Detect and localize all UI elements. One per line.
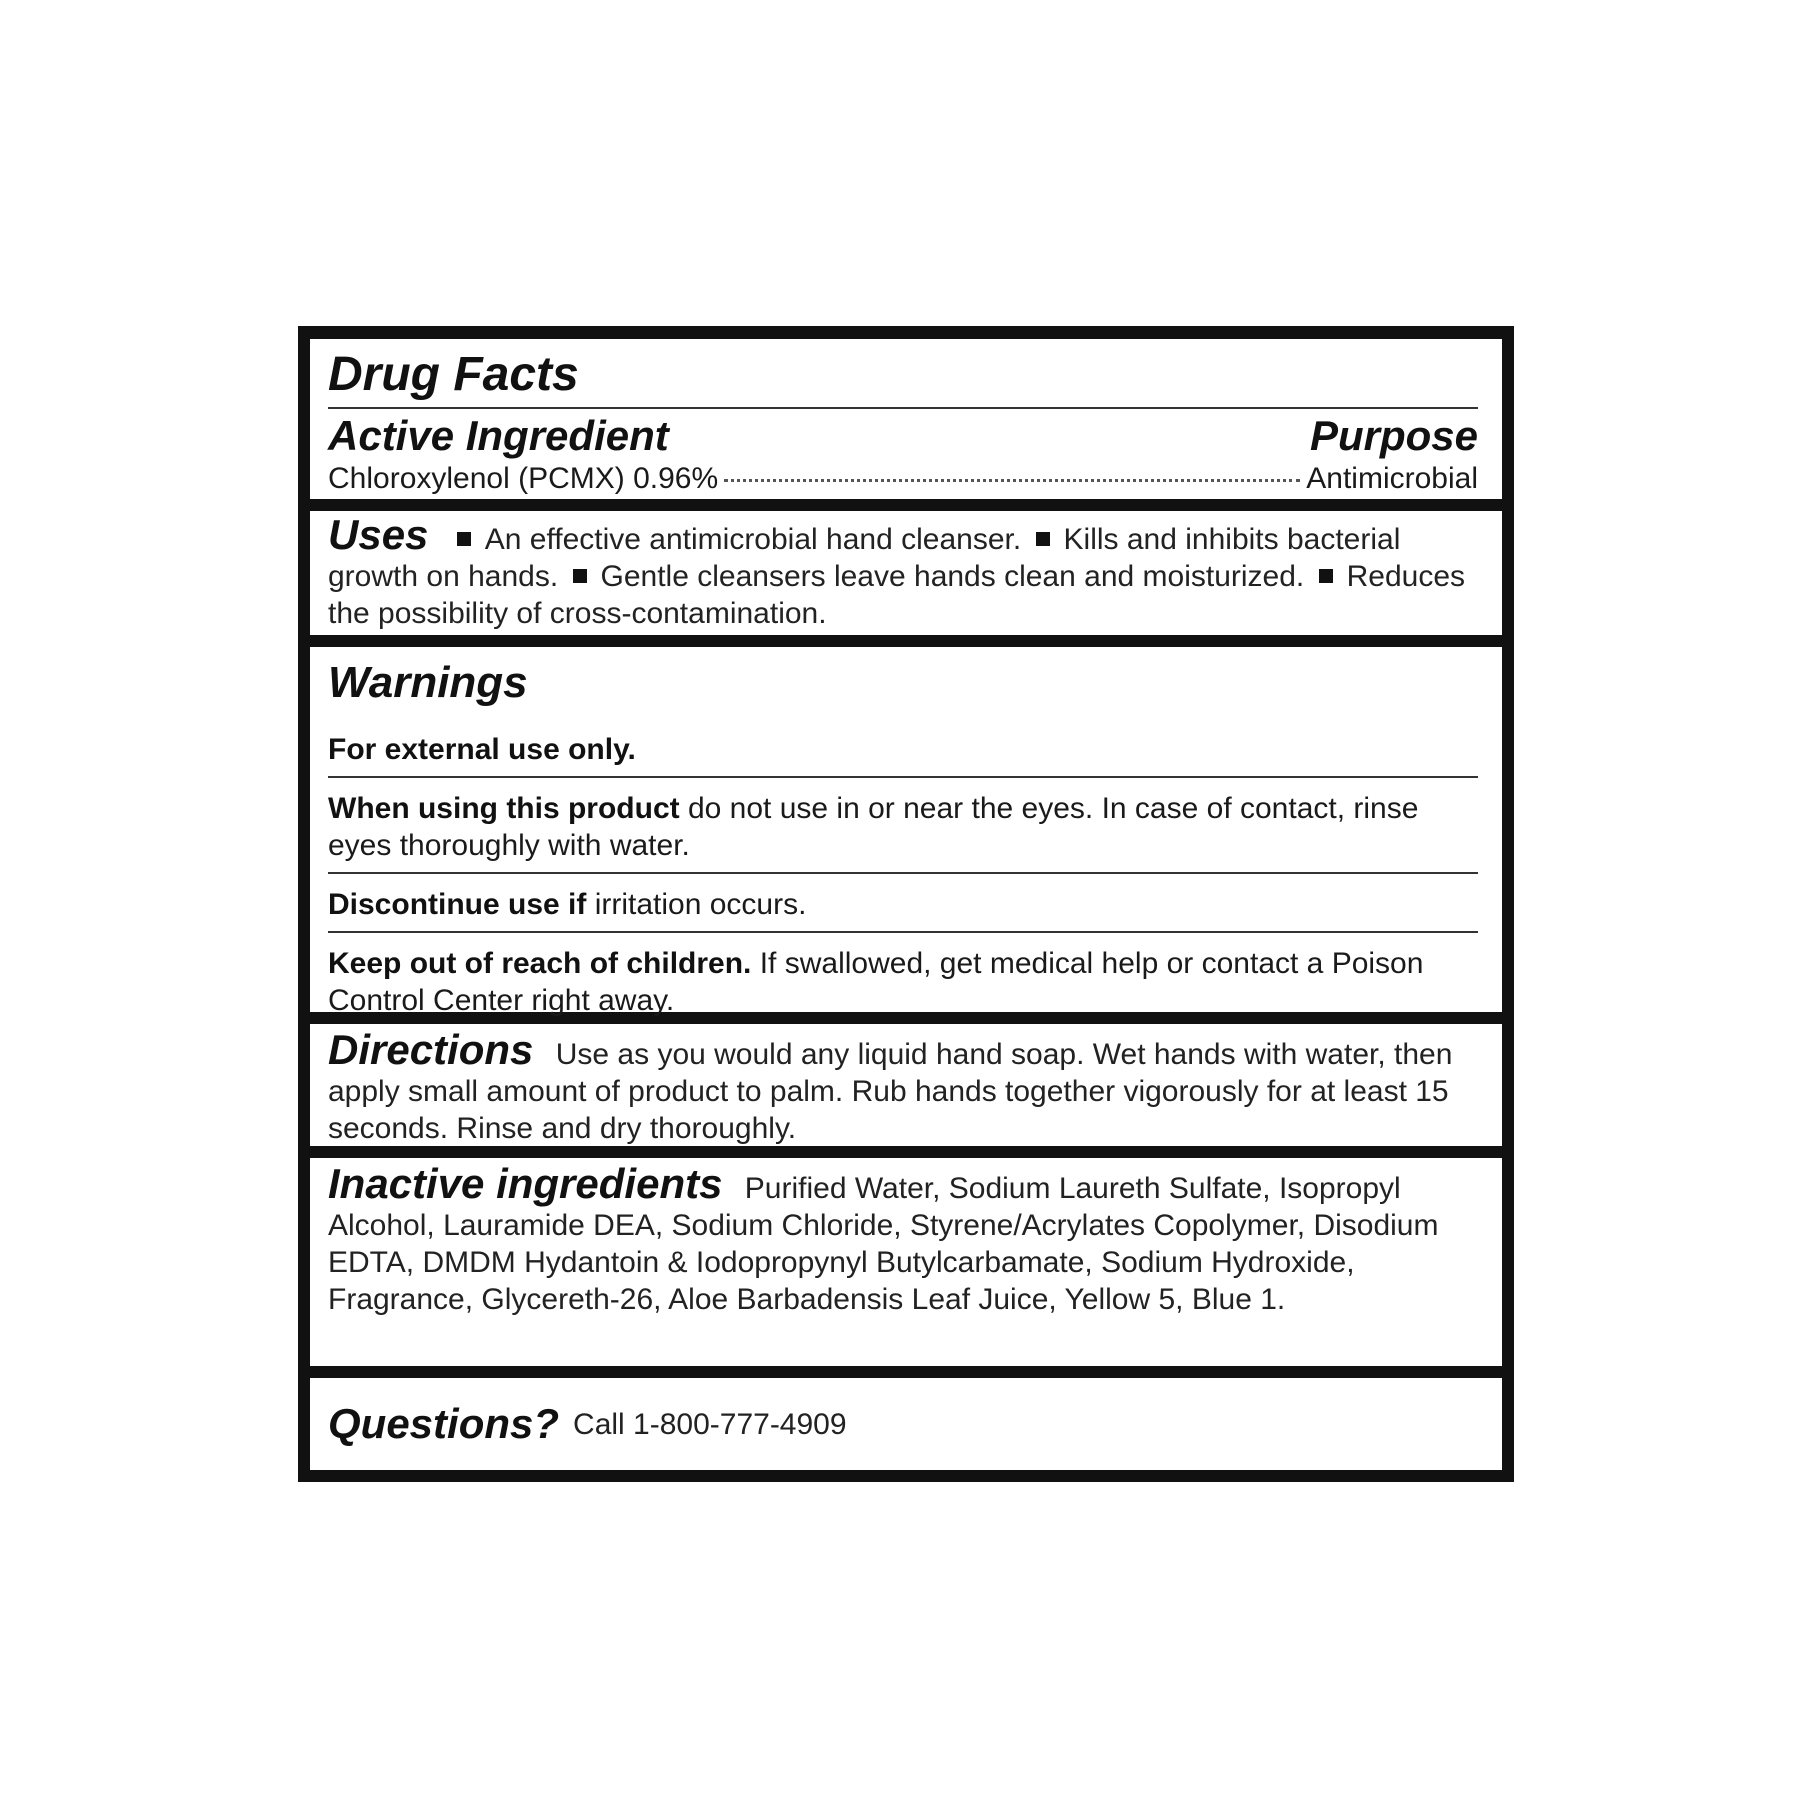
drug-facts-title: Drug Facts (328, 348, 579, 401)
bullet-icon (573, 569, 587, 583)
warning-when-using-text: do not use in or near the eyes. In case of contact, rinse eyes thoroughly with water. (328, 792, 1419, 862)
bullet-icon (1319, 569, 1333, 583)
purpose-heading: Purpose (1309, 412, 1478, 459)
warning-when-using (328, 776, 1478, 872)
warning-when-using-lead: When using this product (328, 792, 680, 825)
warning-keep-out-lead: Keep out of reach of children. (328, 947, 752, 980)
warning-external-use (328, 727, 1478, 776)
questions-section (310, 1378, 1502, 1470)
active-ingredient-header-row (328, 411, 1478, 461)
warning-discontinue (328, 872, 1478, 931)
warning-keep-out-text: If swallowed, get medical help or contact a Poison Control Center right away. (328, 947, 1424, 1017)
warning-external-text: For external use only. (328, 733, 636, 766)
warning-discontinue-lead: Discontinue use if (328, 888, 587, 921)
bullet-icon (1036, 532, 1050, 546)
active-ingredient-heading: Active Ingredient (328, 412, 669, 459)
uses-item: Reduces the possibility of cross-contamination. (328, 560, 1465, 630)
inactive-ingredients-text: Purified Water, Sodium Laureth Sulfate, Isopropyl Alcohol, Lauramide DEA, Sodium Chloride, Styrene/Acrylates Copolymer, Disodium EDTA, DMDM Hydantoin & Iodopropynyl Butylcarbamate, Sodium Hydroxide, Fragrance, Glycereth-26, Aloe Barbadensis Leaf Juice, Yellow 5, Blue 1. (328, 1172, 1439, 1316)
uses-item: An effective antimicrobial hand cleanser. (484, 523, 1022, 556)
title-divider (328, 407, 1478, 409)
uses-item: Gentle cleansers leave hands clean and moisturized. (600, 560, 1305, 593)
warning-keep-out (328, 931, 1478, 1027)
uses-item: Kills and inhibits bacterial growth on hands. (328, 523, 1401, 593)
questions-phone: Call 1-800-777-4909 (573, 1407, 847, 1441)
warnings-heading: Warnings (328, 658, 528, 707)
questions-heading: Questions? (328, 1400, 560, 1447)
inactive-ingredients-heading: Inactive ingredients (328, 1160, 723, 1207)
directions-text: Use as you would any liquid hand soap. Wet hands with water, then apply small amount of product to palm. Rub hands together vigorously for at least 15 seconds. Rinse and dry thoroughly. (328, 1038, 1453, 1145)
dot-leader (724, 479, 1300, 482)
active-ingredient-name: Chloroxylenol (PCMX) 0.96% (328, 462, 719, 495)
drug-facts-header-section (310, 339, 1502, 499)
active-ingredient-purpose: Antimicrobial (1306, 462, 1478, 495)
inactive-ingredients-section (310, 1158, 1502, 1366)
uses-section (310, 511, 1502, 635)
warning-discontinue-text: irritation occurs. (586, 888, 807, 921)
warnings-section (310, 647, 1502, 1017)
active-ingredient-row (328, 461, 1478, 497)
uses-heading: Uses (328, 511, 429, 558)
bullet-icon (457, 532, 471, 546)
directions-heading: Directions (328, 1026, 534, 1073)
directions-section (310, 1024, 1502, 1146)
drug-facts-panel (298, 326, 1514, 1482)
